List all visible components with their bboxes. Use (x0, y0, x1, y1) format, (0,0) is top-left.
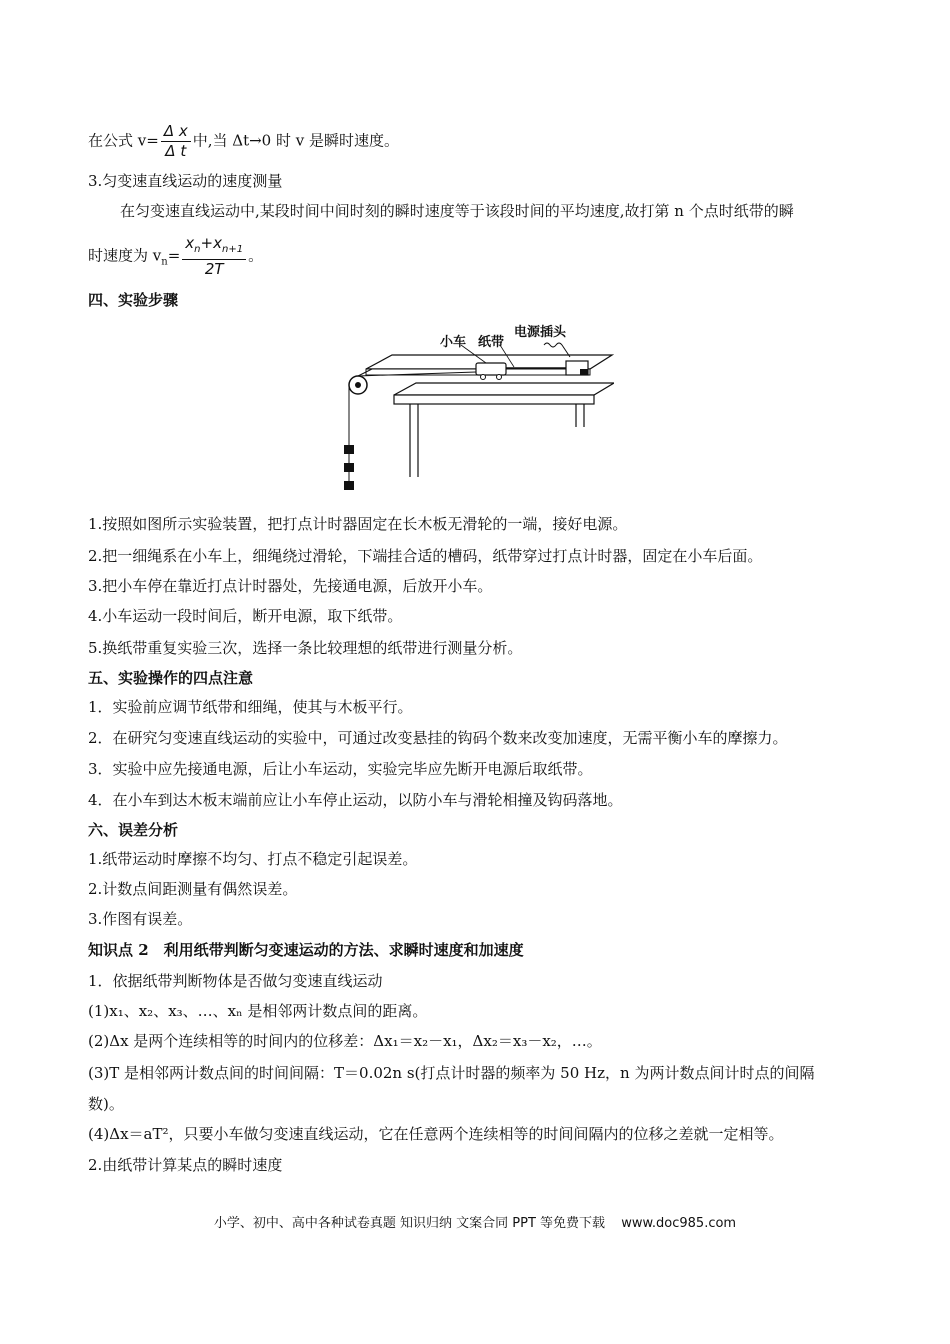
knowledge2-title: 知识点 2 利用纸带判断匀变速运动的方法、求瞬时速度和加速度 (88, 941, 524, 959)
experiment-apparatus-figure (344, 317, 614, 505)
step-4: 4.小车运动一段时间后，断开电源，取下纸带。 (88, 607, 403, 625)
tape-label: 纸带 (478, 335, 505, 350)
section5-title: 五、实验操作的四点注意 (88, 669, 254, 687)
x-term: x (185, 234, 195, 252)
fraction-denominator: 2T (182, 259, 246, 279)
knowledge2-item-3-cont: 数)。 (88, 1095, 124, 1113)
instant-velocity-fraction (182, 234, 246, 279)
knowledge2-subtitle2: 2.由纸带计算某点的瞬时速度 (88, 1156, 283, 1174)
step-2: 2.把一细绳系在小车上，细绳绕过滑轮，下端挂合适的槽码，纸带穿过打点计时器，固定在小车后面。 (88, 547, 763, 565)
n-subscript: n (194, 244, 201, 255)
caution-3: 3．实验中应先接通电源，后让小车运动，实验完毕应先断开电源后取纸带。 (88, 760, 593, 778)
plug-label: 电源插头 (514, 325, 567, 340)
step-5: 5.换纸带重复实验三次，选择一条比较理想的纸带进行测量分析。 (88, 639, 523, 657)
n-plus-1-subscript: n+1 (221, 244, 244, 255)
formula-suffix: 中,当 Δt→0 时 v 是瞬时速度。 (192, 131, 400, 150)
velocity-text: 时速度为 v (88, 246, 162, 265)
velocity-subscript: n (161, 256, 168, 268)
footer-text: 小学、初中、高中各种试卷真题 知识归纳 文案合同 PPT 等免费下载 (213, 1216, 606, 1231)
section4-title: 四、实验步骤 (88, 291, 179, 309)
step-1: 1.按照如图所示实验装置，把打点计时器固定在长木板无滑轮的一端，接好电源。 (88, 515, 628, 533)
formula-line (88, 122, 399, 161)
section6-title: 六、误差分析 (88, 821, 179, 839)
error-1: 1.纸带运动时摩擦不均匀、打点不稳定引起误差。 (88, 850, 418, 868)
error-2: 2.计数点间距测量有偶然误差。 (88, 880, 298, 898)
formula-prefix: 在公式 v= (88, 131, 159, 150)
fraction-numerator: Δ x (163, 122, 188, 140)
fraction-numerator (182, 234, 246, 259)
caution-1: 1．实验前应调节纸带和细绳，使其与木板平行。 (88, 698, 413, 716)
caution-4: 4．在小车到达木板末端前应让小车停止运动，以防小车与滑轮相撞及钩码落地。 (88, 791, 623, 809)
knowledge2-subtitle1: 1．依据纸带判断物体是否做匀变速直线运动 (88, 972, 383, 990)
instant-velocity-line (88, 234, 263, 279)
section3-paragraph: 在匀变速直线运动中,某段时间中间时刻的瞬时速度等于该段时间的平均速度,故打第 n 个点时纸带的瞬 (120, 202, 794, 220)
knowledge2-item-3: (3)T 是相邻两计数点间的时间间隔：T＝0.02n s(打点计时器的频率为 50 Hz，n 为两计数点间计时点的间隔 (88, 1064, 815, 1082)
section3-title: 3.匀变速直线运动的速度测量 (88, 172, 283, 190)
knowledge2-item-1: (1)x₁、x₂、x₃、…、xₙ 是相邻两计数点间的距离。 (88, 1002, 428, 1020)
page-footer (0, 1212, 950, 1231)
plus-sign: + (200, 234, 214, 252)
step-3: 3.把小车停在靠近打点计时器处，先接通电源，后放开小车。 (88, 577, 493, 595)
cart-label: 小车 (440, 335, 467, 350)
knowledge2-item-4: (4)Δx＝aT²，只要小车做匀变速直线运动，它在任意两个连续相等的时间间隔内的位移之差就一定相等。 (88, 1125, 784, 1143)
fraction-denominator: Δ t (161, 141, 191, 161)
footer-url[interactable]: www.doc985.com (621, 1216, 737, 1231)
error-3: 3.作图有误差。 (88, 910, 193, 928)
velocity-fraction (161, 122, 191, 161)
x-term: x (213, 234, 222, 252)
period: 。 (248, 246, 264, 265)
knowledge2-item-2: (2)Δx 是两个连续相等的时间内的位移差：Δx₁＝x₂－x₁，Δx₂＝x₃－x₂，…。 (88, 1032, 602, 1050)
equals-sign: = (167, 246, 181, 265)
caution-2: 2．在研究匀变速直线运动的实验中，可通过改变悬挂的钩码个数来改变加速度，无需平衡小车的摩擦力。 (88, 729, 788, 747)
